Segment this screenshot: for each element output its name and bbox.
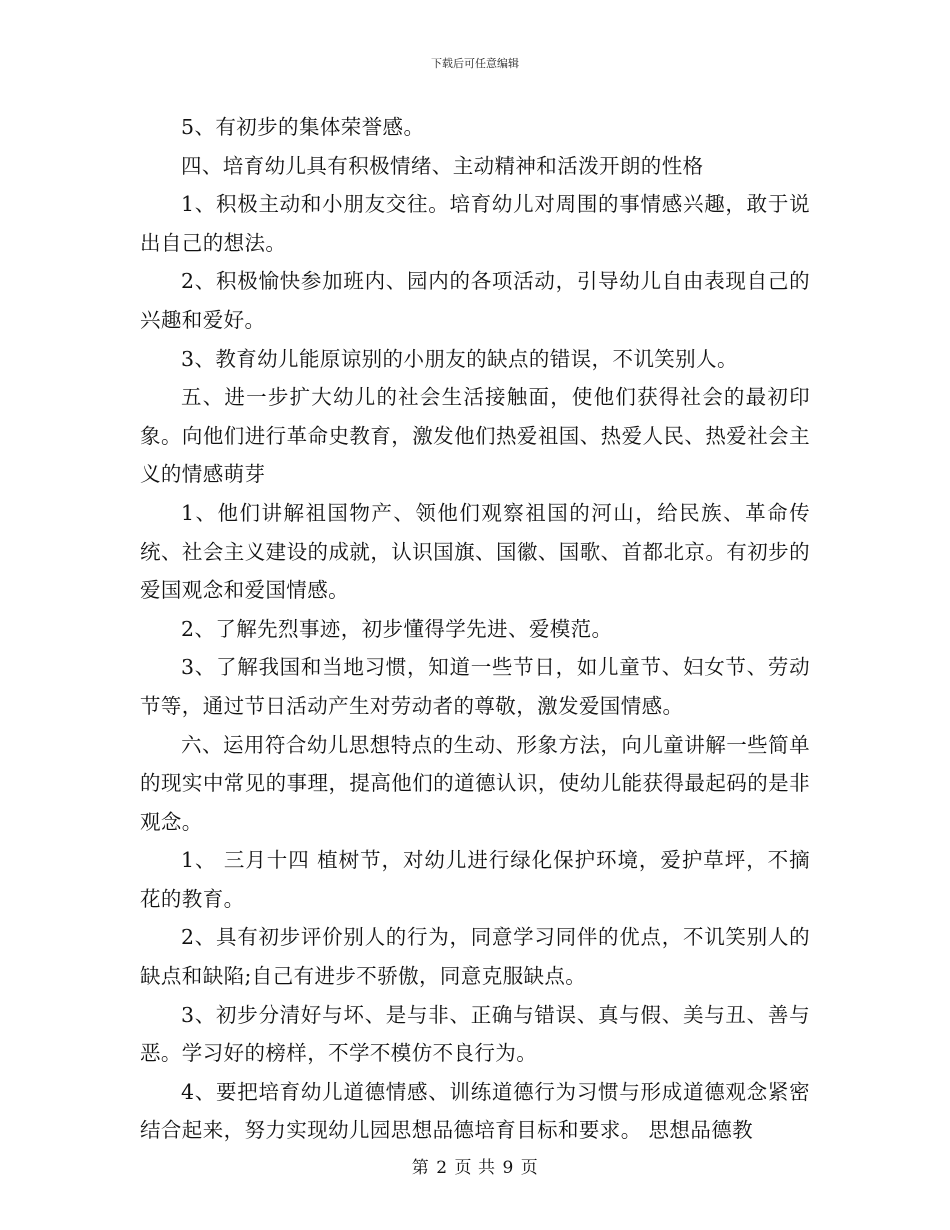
paragraph: 1、积极主动和小朋友交往。培育幼儿对周围的事情感兴趣，敢于说出自己的想法。 [140, 192, 810, 255]
paragraph: 3、教育幼儿能原谅别的小朋友的缺点的错误，不讥笑别人。 [181, 346, 738, 371]
paragraph: 4、要把培育幼儿道德情感、训练道德行为习惯与形成道德观念紧密结合起来，努力实现幼儿园思想品德培育目标和要求。 思想品德教 [140, 1079, 810, 1143]
paragraph: 2、了解先烈事迹，初步懂得学先进、爱模范。 [181, 616, 613, 641]
footer-prefix: 第 [411, 1158, 430, 1178]
page-total: 9 [502, 1158, 514, 1178]
page-header: 下载后可任意编辑 [431, 57, 519, 70]
paragraph: 2、具有初步评价别人的行为，同意学习同伴的优点，不讥笑别人的缺点和缺陷;自己有进步不骄傲，同意克服缺点。 [140, 925, 810, 989]
paragraph: 3、初步分清好与坏、是与非、正确与错误、真与假、美与丑、善与恶。学习好的榜样，不学不模仿不良行为。 [140, 1002, 810, 1066]
document-body [140, 108, 810, 1150]
page-number: 2 [436, 1158, 448, 1178]
paragraph: 1、他们讲解祖国物产、领他们观察祖国的河山，给民族、革命传统、社会主义建设的成就，认识国旗、国徽、国歌、首都北京。有初步的爱国观念和爱国情感。 [140, 500, 810, 603]
section-heading: 六、运用符合幼儿思想特点的生动、形象方法，向儿童讲解一些简单的现实中常见的事理，提高他们的道德认识，使幼儿能获得最起码的是非观念。 [140, 732, 810, 834]
section-heading: 五、进一步扩大幼儿的社会生活接触面，使他们获得社会的最初印象。向他们进行革命史教育，激发他们热爱祖国、热爱人民、热爱社会主义的情感萌芽 [140, 385, 810, 487]
footer-suffix: 页 [520, 1158, 539, 1178]
paragraph: 5、有初步的集体荣誉感。 [181, 115, 425, 139]
paragraph: 1、 三月十四 植树节，对幼儿进行绿化保护环境，爱护草坪，不摘花的教育。 [140, 848, 810, 911]
paragraph: 2、积极愉快参加班内、园内的各项活动，引导幼儿自由表现自己的兴趣和爱好。 [140, 269, 810, 332]
page-footer [0, 1153, 950, 1178]
paragraph: 3、了解我国和当地习惯，知道一些节日，如儿童节、妇女节、劳动节等，通过节日活动产生对劳动者的尊敬，激发爱国情感。 [140, 655, 810, 718]
footer-middle: 页 共 [454, 1158, 496, 1178]
section-heading: 四、培育幼儿具有积极情绪、主动精神和活泼开朗的性格 [181, 153, 704, 178]
